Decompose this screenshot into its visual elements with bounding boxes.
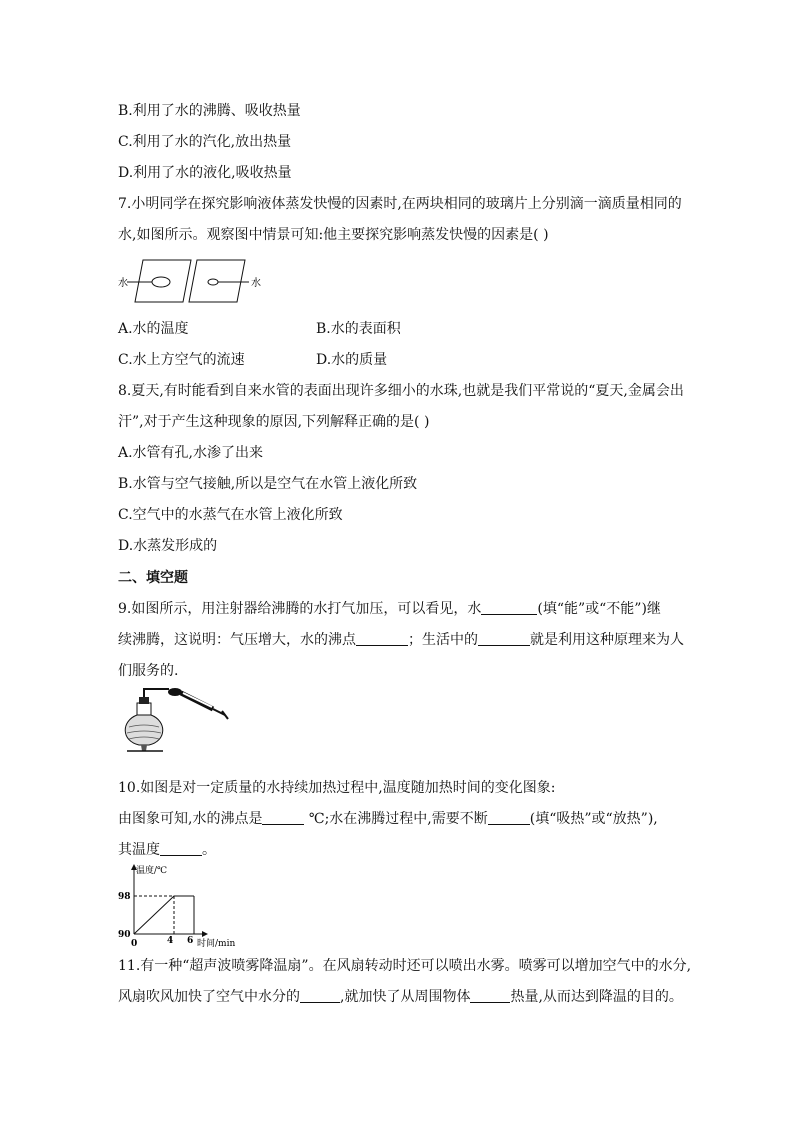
q9-line2	[118, 630, 684, 650]
q11-text-2a: 风扇吹风加快了空气中水分的	[118, 989, 300, 1005]
q9-blank-1[interactable]	[481, 600, 537, 615]
q7-glass-slides-figure	[115, 256, 265, 306]
y-tick-98: 98	[118, 892, 131, 902]
q10-blank-2[interactable]	[488, 810, 530, 825]
q10-text-2b: ℃;水在沸腾过程中,需要不断	[308, 811, 488, 827]
q10-text-2a: 由图象可知,水的沸点是	[118, 811, 263, 827]
q7-option-a: A.水的温度	[118, 321, 189, 337]
q10-text-3a: 其温度	[118, 842, 160, 858]
q9-blank-3[interactable]	[478, 631, 530, 646]
q6-option-d: D.利用了水的液化,吸收热量	[118, 165, 292, 181]
q7-option-d: D.水的质量	[316, 352, 388, 368]
q8-stem-line1: 8.夏天,有时能看到自来水管的表面出现许多细小的水珠,也就是我们平常说的“夏天,金属会出	[118, 383, 684, 399]
q9-text-2a: 续沸腾，这说明：气压增大，水的沸点	[118, 632, 356, 648]
q9-blank-2[interactable]	[356, 631, 408, 646]
left-water-label: 水	[118, 278, 128, 289]
q11-line2	[118, 987, 683, 1007]
x-tick-0: 0	[131, 939, 138, 949]
q10-line2	[118, 809, 658, 829]
q11-blank-2[interactable]	[470, 988, 510, 1003]
burner	[127, 745, 163, 751]
q7-stem-line1: 7.小明同学在探究影响液体蒸发快慢的因素时,在两块相同的玻璃片上分别滴一滴质量相同的	[118, 196, 682, 212]
q9-text-1a: 9.如图所示，用注射器给沸腾的水打气加压，可以看见，水	[118, 601, 482, 617]
q9-line3: 们服务的.	[118, 663, 179, 679]
q11-text-2b: ,就加快了从周围物体	[340, 989, 471, 1005]
q9-text-2c: 就是利用这种原理来为人	[530, 632, 684, 648]
x-axis-label: 时间/min	[197, 939, 236, 949]
q7-option-c: C.水上方空气的流速	[118, 352, 245, 368]
q8-option-c: C.空气中的水蒸气在水管上液化所致	[118, 507, 343, 523]
q8-stem-line2: 汗”,对于产生这种现象的原因,下列解释正确的是( )	[118, 414, 430, 430]
q11-text-2c: 热量,从而达到降温的目的。	[510, 989, 683, 1005]
q8-option-d: D.水蒸发形成的	[118, 538, 218, 554]
q9-text-2b: ；生活中的	[408, 632, 478, 648]
q6-option-b: B.利用了水的沸腾、吸收热量	[118, 103, 301, 119]
q7-stem-line2: 水,如图所示。观察图中情景可知:他主要探究影响蒸发快慢的因素是( )	[118, 227, 549, 243]
q10-temperature-chart	[114, 862, 244, 950]
section-heading: 二、填空题	[118, 570, 188, 586]
q11-blank-1[interactable]	[300, 988, 340, 1003]
y-tick-90: 90	[118, 930, 131, 940]
left-glass-slide	[127, 260, 191, 302]
x-axis-arrow	[202, 931, 208, 937]
right-water-label: 水	[251, 278, 261, 289]
q8-option-b: B.水管与空气接触,所以是空气在水管上液化所致	[118, 476, 418, 492]
x-tick-6: 6	[187, 936, 194, 946]
q10-blank-3[interactable]	[160, 841, 202, 856]
x-tick-4: 4	[167, 936, 174, 946]
q10-line1: 10.如图是对一定质量的水持续加热过程中,温度随加热时间的变化图象:	[118, 780, 556, 796]
q6-option-c: C.利用了水的汽化,放出热量	[118, 134, 292, 150]
glass-tube	[144, 689, 169, 697]
q7-option-b: B.水的表面积	[316, 321, 401, 337]
q8-option-a: A.水管有孔,水渗了出来	[118, 445, 264, 461]
q10-text-3b: 。	[202, 842, 216, 858]
q10-blank-1[interactable]	[262, 810, 304, 825]
right-glass-slide	[189, 260, 249, 302]
q9-syringe-boiling-figure	[117, 685, 232, 753]
y-axis-label: 温度/℃	[136, 866, 168, 876]
q9-line1	[118, 599, 661, 619]
q11-line1: 11.有一种“超声波喷雾降温扇”。在风扇转动时还可以喷出水雾。喷雾可以增加空气中的水分,	[118, 958, 692, 974]
q10-line3	[118, 840, 216, 860]
q9-text-1b: (填“能”或“不能”)继	[537, 601, 661, 617]
syringe	[168, 688, 228, 719]
q10-text-2c: (填“吸热”或“放热”),	[529, 811, 658, 827]
flask	[125, 697, 163, 745]
temperature-series-line	[134, 896, 194, 934]
